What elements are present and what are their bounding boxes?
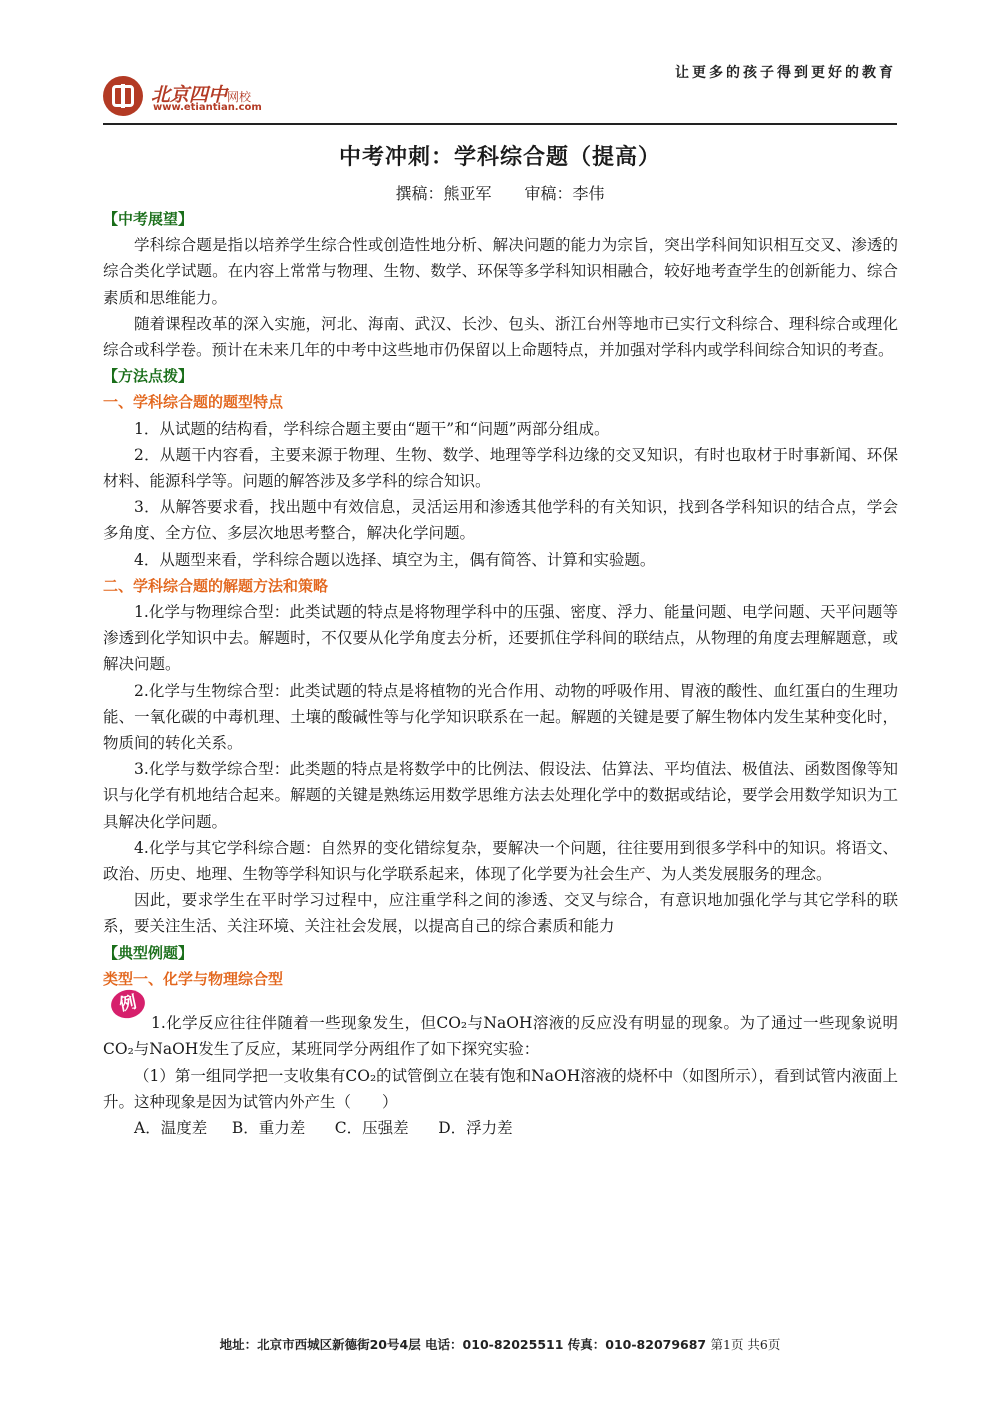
- list-item: 2．从题干内容看，主要来源于物理、生物、数学、地理等学科边缘的交叉知识，有时也取材于时事新闻、环保材料、能源科学等。问题的解答涉及多学科的综合知识。: [103, 445, 898, 491]
- header-divider: [103, 123, 897, 125]
- logo-emblem-icon: [103, 76, 143, 116]
- section-heading-examples: 【典型例题】: [103, 943, 194, 962]
- subheading-strategies: 二、学科综合题的解题方法和策略: [103, 576, 329, 595]
- authors-line: [0, 181, 1000, 204]
- subheading-features: 一、学科综合题的题型特点: [103, 393, 284, 412]
- logo-url: www.etiantian.com: [153, 102, 262, 113]
- list-item: 2.化学与生物综合型：此类试题的特点是将植物的光合作用、动物的呼吸作用、胃液的酸性、血红蛋白的生理功能、一氧化碳的中毒机理、土壤的酸碱性等与化学知识联系在一起。解题的关键是要了解生物体内发生某种变化时，物质间的转化关系。: [103, 681, 898, 753]
- list-item: 3．从解答要求看，找出题中有效信息，灵活运用和渗透其他学科的有关知识，找到各学科知识的结合点，学会多角度、全方位、多层次地思考整合，解决化学问题。: [103, 498, 898, 543]
- writer: 撰稿：熊亚军: [395, 184, 492, 203]
- example-block: [103, 992, 898, 1141]
- list-item: 1．从试题的结构看，学科综合题主要由“题干”和“问题”两部分组成。: [134, 419, 610, 438]
- list-item: 4.化学与其它学科综合题：自然界的变化错综复杂，要解决一个问题，往往要用到很多学科中的知识。将语文、政治、历史、地理、生物等学科知识与化学联系起来，体现了化学要为社会生产、为人类发展服务的理念。: [103, 838, 898, 884]
- paragraph: 学科综合题是指以培养学生综合性或创造性地分析、解决问题的能力为宗旨，突出学科间知识相互交叉、渗透的综合类化学试题。在内容上常常与物理、生物、数学、环保等多学科知识相融合，较好地考查学生的创新能力、综合素质和思维能力。: [103, 236, 898, 307]
- logo-name: 北京四中网校: [151, 84, 252, 106]
- example-badge-icon: 例: [108, 987, 147, 1021]
- page-number: 第1页 共6页: [710, 1337, 781, 1352]
- example-question: 1.化学反应往往伴随着一些现象发生，但CO₂与NaOH溶液的反应没有明显的现象。为了通过一些现象说明CO₂与NaOH发生了反应，某班同学分两组作了如下探究实验：: [103, 1014, 898, 1059]
- list-item: 3.化学与数学综合型：此类题的特点是将数学中的比例法、假设法、估算法、平均值法、极值法、函数图像等知识与化学有机地结合起来。解题的关键是熟练运用数学思维方法去处理化学中的数据或结论，要学会用数学知识为工具解决化学问题。: [103, 760, 898, 831]
- paragraph: 因此，要求学生在平时学习过程中，应注重学科之间的渗透、交叉与综合，有意识地加强化学与其它学科的联系，要关注生活、关注环境、关注社会发展，以提高自己的综合素质和能力: [103, 891, 898, 936]
- list-item: 4．从题型来看，学科综合题以选择、填空为主，偶有简答、计算和实验题。: [134, 550, 656, 569]
- list-item: 1.化学与物理综合型：此类试题的特点是将物理学科中的压强、密度、浮力、能量问题、电学问题、天平问题等渗透到化学知识中去。解题时，不仅要从化学角度去分析，还要抓住学科间的联结点，从物理的角度去理解题意，或解决问题。: [103, 603, 898, 674]
- example-subquestion: （1）第一组同学把一支收集有CO₂的试管倒立在装有饱和NaOH溶液的烧杯中（如图所示），看到试管内液面上升。这种现象是因为试管内外产生（ ）: [103, 1066, 898, 1111]
- page-title: 中考冲刺：学科综合题（提高）: [338, 145, 661, 170]
- section-heading-outlook: 【中考展望】: [103, 210, 194, 228]
- example-options: A．温度差 B．重力差 C．压强差 D．浮力差: [134, 1118, 513, 1137]
- header-slogan: 让更多的孩子得到更好的教育: [675, 65, 896, 81]
- footer-address: 地址：北京市西城区新德街20号4层 电话：010-82025511 传真：010-82079687: [219, 1337, 707, 1352]
- school-logo: [103, 70, 303, 120]
- reviewer: 审稿：李伟: [524, 184, 605, 203]
- subheading-type1: 类型一、化学与物理综合型: [103, 969, 284, 988]
- paragraph: 随着课程改革的深入实施，河北、海南、武汉、长沙、包头、浙江台州等地市已实行文科综合、理科综合或理化综合或科学卷。预计在未来几年的中考中这些地市仍保留以上命题特点，并加强对学科内或学科间综合知识的考查。: [103, 314, 898, 360]
- section-heading-method: 【方法点拨】: [103, 367, 194, 386]
- document-body: [103, 206, 898, 1141]
- page-footer: [0, 1335, 1000, 1353]
